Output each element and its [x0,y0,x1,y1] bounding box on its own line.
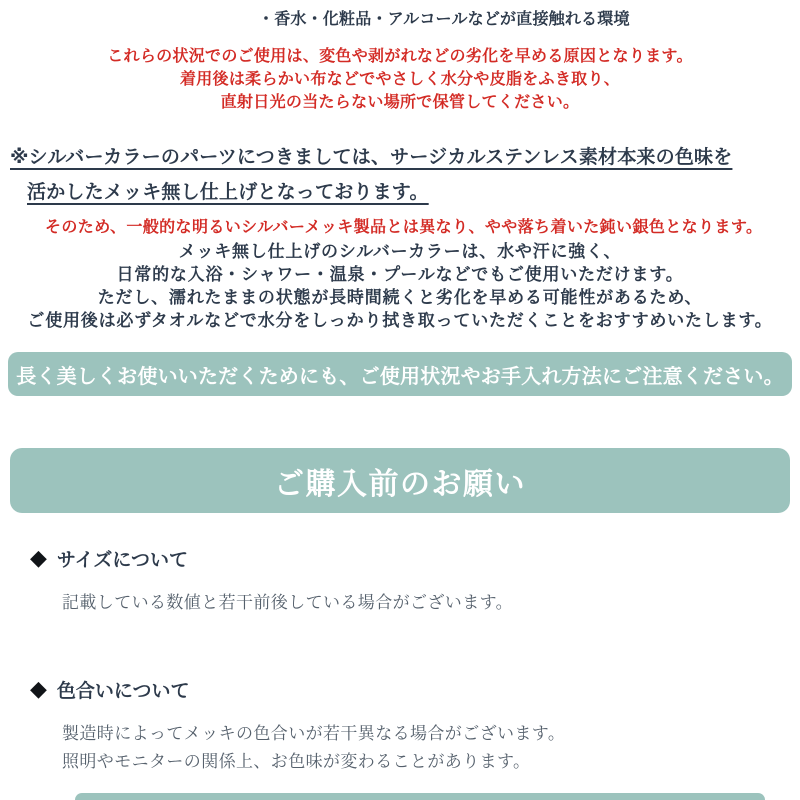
warning-line: これらの状況でのご使用は、変色や剥がれなどの劣化を早める原因となります。 [107,46,693,65]
size-note-body [62,589,513,617]
paragraph-line: 日常的な入浴・シャワー・温泉・プールなどでもご使用いただけます。 [116,265,684,285]
color-note-body [62,720,565,776]
warning-line: 直射日光の当たらない場所で保管してください。 [220,92,580,111]
silver-note-underlined-line: ※シルバーカラーのパーツにつきましては、サージカルステンレス素材本来の色味を [10,146,733,168]
care-notice-banner: 長く美しくお使いいただくためにも、ご使用状況やお手入れ方法にご注意ください。 [8,352,792,396]
next-section-banner-edge [75,793,765,800]
paragraph-line: ご使用後は必ずタオルなどで水分をしっかり拭き取っていただくことをおすすめいたします。 [27,311,773,331]
diamond-bullet-icon: ◆ [30,676,47,702]
size-note-heading [30,545,513,572]
purchase-section-title-banner: ご購入前のお願い [10,448,790,513]
warning-line: 着用後は柔らかい布などでやさしく水分や皮脂をふき取り、 [179,69,621,88]
care-warning-block [0,44,800,113]
silver-care-paragraph [0,241,800,333]
diamond-bullet-icon: ◆ [30,545,47,571]
size-note-line: 記載している数値と若干前後している場合がございます。 [62,593,514,613]
environment-list-item: ・香水・化粧品・アルコールなどが直接触れる環境 [258,9,630,28]
size-note-section [30,545,513,617]
color-note-line: 照明やモニターの関係上、お色味が変わることがあります。 [62,752,531,772]
size-note-heading-label: サイズについて [56,549,189,571]
paragraph-line: メッキ無し仕上げのシルバーカラーは、水や汗に強く、 [178,242,622,262]
paragraph-line: ただし、濡れたままの状態が長時間続くと劣化を早める可能性があるため、 [97,288,703,308]
silver-note-underlined-line: 活かしたメッキ無し仕上げとなっております。 [27,181,429,203]
color-note-heading [30,676,565,703]
silver-note-red-line: そのため、一般的な明るいシルバーメッキ製品とは異なり、やや落ち着いた鈍い銀色となります。 [45,217,763,236]
color-note-heading-label: 色合いについて [56,680,190,702]
color-note-section [30,676,565,776]
color-note-line: 製造時によってメッキの色合いが若干異なる場合がございます。 [62,724,566,744]
silver-color-note [0,142,800,237]
